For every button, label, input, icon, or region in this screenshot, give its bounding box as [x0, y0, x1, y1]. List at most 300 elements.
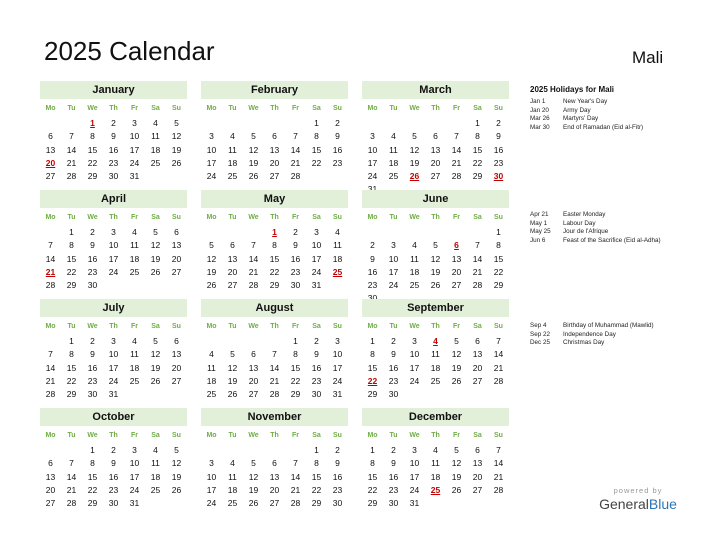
day-cell: 7 [454, 131, 459, 142]
day-cell: 5 [433, 240, 438, 251]
day-cell: 1 [370, 445, 375, 455]
day-cell: 14 [493, 458, 504, 469]
day-cell: 22 [367, 484, 378, 495]
day-cell: 24 [129, 157, 140, 168]
day-cell: 21 [66, 157, 77, 168]
week-row [40, 144, 187, 157]
weekday-header-row [40, 210, 187, 226]
day-cell: 20 [269, 484, 280, 495]
week-row [201, 444, 348, 457]
holiday-item [530, 220, 705, 229]
day-cell: 4 [230, 131, 235, 142]
day-cell: 27 [171, 266, 182, 277]
weekday-label: We [248, 214, 259, 221]
empty-day-cell [306, 170, 327, 183]
day-cell: 19 [227, 375, 238, 386]
day-cell: 26 [150, 266, 161, 277]
weekday-label: Su [494, 214, 503, 221]
day-cell: 17 [108, 253, 119, 264]
weekday-label: Th [109, 214, 118, 221]
weekday-label: We [409, 105, 420, 112]
day-cell: 17 [388, 266, 399, 277]
day-cell: 1 [293, 336, 298, 346]
empty-day-cell [40, 444, 61, 457]
week-row [201, 130, 348, 143]
day-cell: 9 [335, 131, 340, 142]
month-header: June [362, 190, 509, 208]
holiday-name: Independence Day [563, 330, 616, 338]
week-row [362, 144, 509, 157]
day-cell: 7 [475, 240, 480, 251]
day-cell: 11 [228, 471, 237, 482]
day-cell: 23 [311, 375, 322, 386]
day-cell: 28 [290, 171, 301, 182]
day-cell: 9 [111, 458, 116, 469]
day-cell: 7 [48, 349, 53, 360]
day-cell: 10 [409, 349, 420, 360]
month-march [362, 81, 509, 197]
empty-day-cell [222, 117, 243, 130]
week-row [362, 279, 509, 292]
day-cell: 3 [335, 336, 340, 346]
day-cell: 29 [87, 171, 98, 182]
weekday-label: Tu [228, 432, 237, 439]
day-cell: 1 [69, 336, 74, 346]
day-cell: 4 [433, 445, 438, 455]
day-cell: 16 [311, 362, 322, 373]
day-cell: 20 [45, 157, 56, 168]
week-row [40, 226, 187, 239]
day-cell: 26 [248, 171, 259, 182]
day-cell: 30 [493, 171, 504, 182]
holiday-name: Jour de l'Afrique [563, 228, 609, 236]
empty-day-cell [166, 388, 187, 401]
empty-day-cell [446, 117, 467, 130]
day-cell: 22 [269, 266, 280, 277]
empty-day-cell [243, 335, 264, 348]
week-row [201, 117, 348, 130]
day-cell: 24 [409, 484, 420, 495]
day-cell: 10 [206, 144, 217, 155]
weekday-label: Tu [389, 105, 398, 112]
empty-day-cell [201, 226, 222, 239]
weekday-label: Sa [151, 214, 160, 221]
week-row [362, 239, 509, 252]
empty-day-cell [243, 226, 264, 239]
week-row [362, 348, 509, 361]
day-cell: 17 [129, 471, 140, 482]
day-cell: 20 [45, 484, 56, 495]
week-row [40, 253, 187, 266]
week-row [362, 226, 509, 239]
day-cell: 28 [493, 484, 504, 495]
day-cell: 8 [69, 240, 74, 251]
month-may [201, 190, 348, 292]
empty-day-cell [145, 497, 166, 510]
day-cell: 27 [269, 171, 280, 182]
weekday-label: Fr [292, 105, 299, 112]
day-cell: 30 [108, 171, 119, 182]
week-row [201, 457, 348, 470]
day-cell: 28 [45, 389, 56, 400]
weekday-label: Fr [453, 432, 460, 439]
empty-day-cell [61, 117, 82, 130]
day-cell: 23 [290, 266, 301, 277]
week-row [362, 362, 509, 375]
empty-day-cell [243, 444, 264, 457]
weekday-label: Mo [206, 214, 217, 221]
day-cell: 21 [290, 157, 301, 168]
weekday-label: Su [494, 105, 503, 112]
weekday-label: Mo [45, 323, 56, 330]
day-cell: 25 [129, 266, 140, 277]
day-cell: 25 [227, 171, 238, 182]
weekday-header-row [362, 101, 509, 117]
weekday-header-row [201, 210, 348, 226]
week-row [362, 130, 509, 143]
day-cell: 27 [269, 498, 280, 509]
weekday-header-row [201, 319, 348, 335]
day-cell: 22 [472, 157, 483, 168]
day-cell: 8 [370, 458, 375, 469]
day-cell: 16 [87, 253, 98, 264]
day-cell: 24 [206, 171, 217, 182]
day-cell: 19 [248, 157, 259, 168]
week-row [40, 239, 187, 252]
day-cell: 14 [472, 253, 483, 264]
weekday-header-row [40, 101, 187, 117]
day-cell: 14 [66, 144, 77, 155]
holiday-item [530, 107, 705, 116]
day-cell: 13 [45, 471, 56, 482]
day-cell: 9 [314, 349, 319, 360]
weekday-label: Su [333, 432, 342, 439]
day-cell: 23 [332, 157, 343, 168]
month-july [40, 299, 187, 401]
week-row [40, 484, 187, 497]
day-cell: 31 [108, 389, 119, 400]
day-cell: 30 [311, 389, 322, 400]
day-cell: 11 [431, 349, 440, 360]
empty-day-cell [145, 388, 166, 401]
day-cell: 27 [45, 171, 56, 182]
day-cell: 23 [87, 266, 98, 277]
empty-day-cell [264, 117, 285, 130]
day-cell: 18 [129, 253, 140, 264]
day-cell: 9 [335, 458, 340, 469]
day-cell: 2 [391, 336, 396, 346]
day-cell: 27 [430, 171, 441, 182]
day-cell: 12 [451, 349, 462, 360]
day-cell: 3 [314, 227, 319, 237]
day-cell: 30 [108, 498, 119, 509]
day-cell: 27 [45, 498, 56, 509]
day-cell: 9 [496, 131, 501, 142]
day-cell: 15 [311, 144, 322, 155]
day-cell: 18 [227, 484, 238, 495]
day-cell: 30 [332, 498, 343, 509]
week-row [362, 388, 509, 401]
weekday-label: We [248, 323, 259, 330]
day-cell: 16 [290, 253, 301, 264]
day-cell: 3 [209, 131, 214, 142]
day-cell: 14 [269, 362, 280, 373]
week-row [40, 444, 187, 457]
week-row [40, 117, 187, 130]
day-cell: 8 [370, 349, 375, 360]
day-cell: 2 [111, 445, 116, 455]
day-cell: 19 [430, 266, 441, 277]
day-cell: 17 [108, 362, 119, 373]
day-cell: 18 [206, 375, 217, 386]
month-header: August [201, 299, 348, 317]
holiday-item [530, 228, 705, 237]
weekday-label: Mo [206, 432, 217, 439]
month-august [201, 299, 348, 401]
weekday-label: Fr [453, 105, 460, 112]
day-cell: 5 [251, 131, 256, 142]
day-cell: 17 [409, 471, 420, 482]
empty-day-cell [145, 279, 166, 292]
day-cell: 14 [290, 144, 301, 155]
day-cell: 20 [269, 157, 280, 168]
holiday-item [530, 339, 705, 348]
weekday-label: Fr [131, 323, 138, 330]
empty-day-cell [446, 226, 467, 239]
day-cell: 26 [171, 157, 182, 168]
weekday-label: Mo [206, 105, 217, 112]
day-cell: 26 [451, 375, 462, 386]
day-cell: 7 [251, 240, 256, 251]
day-cell: 24 [206, 498, 217, 509]
empty-day-cell [285, 117, 306, 130]
day-cell: 15 [290, 362, 301, 373]
day-cell: 10 [367, 144, 378, 155]
day-cell: 3 [412, 445, 417, 455]
day-cell: 14 [45, 253, 56, 264]
week-row [362, 444, 509, 457]
week-row [201, 170, 348, 183]
empty-day-cell [166, 170, 187, 183]
weekday-label: Tu [228, 105, 237, 112]
day-cell: 18 [430, 362, 441, 373]
week-row [40, 157, 187, 170]
day-cell: 11 [151, 131, 160, 142]
day-cell: 4 [335, 227, 340, 237]
holiday-date: Mar 26 [530, 115, 550, 123]
weekday-label: We [87, 214, 98, 221]
day-cell: 28 [493, 375, 504, 386]
day-cell: 15 [311, 471, 322, 482]
day-cell: 31 [332, 389, 343, 400]
day-cell: 12 [206, 253, 217, 264]
day-cell: 7 [69, 458, 74, 469]
weekday-label: Su [333, 105, 342, 112]
day-cell: 19 [206, 266, 217, 277]
day-cell: 17 [206, 157, 217, 168]
weekday-label: Su [494, 323, 503, 330]
day-cell: 11 [130, 240, 139, 251]
day-cell: 15 [367, 471, 378, 482]
day-cell: 12 [227, 362, 238, 373]
empty-day-cell [446, 388, 467, 401]
holiday-date: Jan 1 [530, 98, 546, 105]
day-cell: 31 [129, 171, 140, 182]
day-cell: 24 [367, 171, 378, 182]
day-cell: 4 [391, 131, 396, 142]
empty-day-cell [40, 335, 61, 348]
empty-day-cell [285, 444, 306, 457]
weekday-label: We [409, 432, 420, 439]
weekday-label: Sa [151, 323, 160, 330]
day-cell: 18 [150, 144, 161, 155]
day-cell: 21 [269, 375, 280, 386]
day-cell: 12 [150, 349, 161, 360]
weekday-label: Su [172, 323, 181, 330]
day-cell: 4 [132, 336, 137, 346]
day-cell: 12 [248, 471, 259, 482]
day-cell: 1 [314, 445, 319, 455]
day-cell: 24 [332, 375, 343, 386]
day-cell: 30 [87, 280, 98, 291]
weekday-label: Fr [292, 432, 299, 439]
day-cell: 6 [230, 240, 235, 251]
day-cell: 1 [370, 336, 375, 346]
month-june [362, 190, 509, 306]
day-cell: 16 [367, 266, 378, 277]
day-cell: 25 [409, 280, 420, 291]
weekday-label: Tu [67, 323, 76, 330]
day-cell: 28 [66, 171, 77, 182]
week-row [362, 375, 509, 388]
day-cell: 2 [370, 240, 375, 251]
brand-name-part2: Blue [648, 496, 677, 512]
holiday-date: Jun 6 [530, 236, 546, 244]
day-cell: 10 [332, 349, 343, 360]
day-cell: 6 [454, 240, 459, 251]
day-cell: 25 [430, 375, 441, 386]
week-row [362, 471, 509, 484]
empty-day-cell [201, 335, 222, 348]
day-cell: 21 [290, 484, 301, 495]
week-row [362, 170, 509, 183]
holiday-name: Easter Monday [563, 211, 606, 218]
day-cell: 28 [248, 280, 259, 291]
week-row [201, 239, 348, 252]
day-cell: 7 [496, 445, 501, 455]
weekday-label: Tu [228, 323, 237, 330]
day-cell: 29 [269, 280, 280, 291]
day-cell: 13 [248, 362, 259, 373]
day-cell: 19 [150, 362, 161, 373]
week-row [40, 266, 187, 279]
empty-day-cell [145, 170, 166, 183]
day-cell: 27 [472, 375, 483, 386]
weekday-label: Th [270, 432, 279, 439]
weekday-label: Fr [131, 432, 138, 439]
day-cell: 11 [389, 144, 398, 155]
day-cell: 19 [171, 144, 182, 155]
holiday-item [530, 124, 705, 133]
weekday-label: Tu [67, 105, 76, 112]
week-row [201, 471, 348, 484]
day-cell: 5 [174, 445, 179, 455]
weekday-label: Th [109, 432, 118, 439]
day-cell: 13 [227, 253, 238, 264]
weekday-label: Mo [367, 432, 378, 439]
day-cell: 26 [206, 280, 217, 291]
brand-name-part1: General [599, 496, 649, 512]
empty-day-cell [425, 497, 446, 510]
day-cell: 13 [269, 144, 280, 155]
day-cell: 29 [290, 389, 301, 400]
day-cell: 15 [493, 253, 504, 264]
weekday-label: Sa [473, 214, 482, 221]
empty-day-cell [222, 335, 243, 348]
holiday-date: Dec 25 [530, 339, 550, 347]
day-cell: 18 [150, 471, 161, 482]
day-cell: 11 [333, 240, 342, 251]
week-row [201, 157, 348, 170]
day-cell: 25 [150, 484, 161, 495]
day-cell: 12 [171, 458, 182, 469]
week-row [40, 170, 187, 183]
day-cell: 22 [311, 484, 322, 495]
holiday-name: Birthday of Muhammad (Mawlid) [563, 322, 654, 329]
day-cell: 4 [412, 240, 417, 251]
day-cell: 5 [174, 118, 179, 128]
weekday-header-row [40, 428, 187, 444]
week-row [40, 130, 187, 143]
day-cell: 20 [248, 375, 259, 386]
weekday-label: Su [333, 323, 342, 330]
day-cell: 19 [451, 362, 462, 373]
day-cell: 22 [66, 266, 77, 277]
day-cell: 24 [108, 375, 119, 386]
day-cell: 18 [129, 362, 140, 373]
day-cell: 26 [171, 484, 182, 495]
day-cell: 5 [454, 445, 459, 455]
weekday-label: Sa [473, 323, 482, 330]
day-cell: 15 [472, 144, 483, 155]
holiday-item [530, 98, 705, 107]
day-cell: 6 [174, 336, 179, 346]
holiday-name: Christmas Day [563, 339, 605, 347]
day-cell: 29 [367, 389, 378, 400]
day-cell: 21 [493, 471, 504, 482]
day-cell: 4 [209, 349, 214, 360]
week-row [40, 279, 187, 292]
day-cell: 26 [430, 280, 441, 291]
holiday-name: End of Ramadan (Eid al-Fitr) [563, 123, 644, 131]
week-row [201, 362, 348, 375]
day-cell: 9 [111, 131, 116, 142]
day-cell: 5 [230, 349, 235, 360]
month-header: May [201, 190, 348, 208]
weekday-label: Th [431, 432, 440, 439]
day-cell: 11 [151, 458, 160, 469]
day-cell: 21 [45, 266, 56, 277]
day-cell: 3 [132, 445, 137, 455]
day-cell: 15 [367, 362, 378, 373]
weekday-label: Mo [206, 323, 217, 330]
day-cell: 13 [472, 349, 483, 360]
day-cell: 19 [171, 471, 182, 482]
weekday-label: Mo [367, 105, 378, 112]
day-cell: 9 [391, 349, 396, 360]
day-cell: 19 [150, 253, 161, 264]
day-cell: 23 [388, 484, 399, 495]
